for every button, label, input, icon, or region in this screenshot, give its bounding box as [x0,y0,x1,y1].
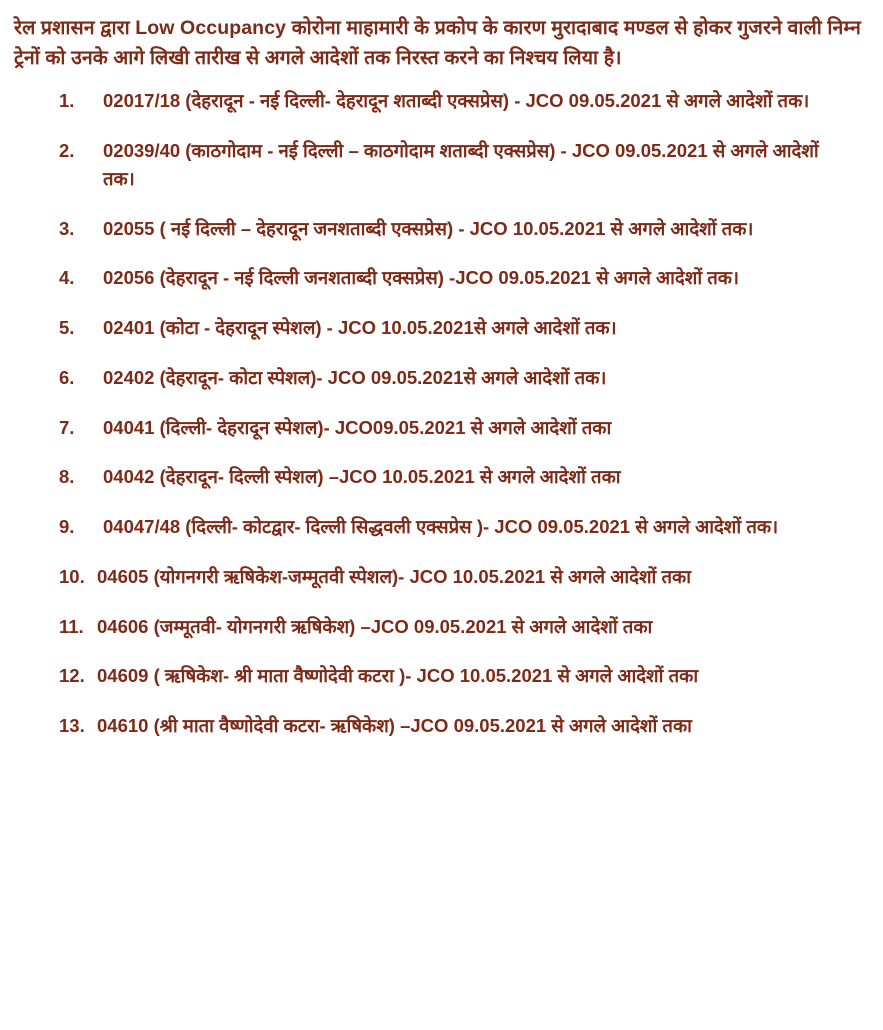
list-item [14,414,861,442]
list-item-text: 02056 (देहरादून - नई दिल्ली जनशताब्दी एक्सप्रेस) -JCO 09.05.2021 से अगले आदेशों तक। [103,267,740,289]
list-item-text: 02401 (कोटा - देहरादून स्पेशल) - JCO 10.05.2021से अगले आदेशों तक। [103,317,617,338]
list-item [14,563,861,591]
list-item-marker: 8. [59,466,75,488]
list-item-text: 02039/40 (काठगोदाम - नई दिल्ली – काठगोदाम शताब्दी एक्सप्रेस) - JCO 09.05.2021 से अगले आदेशों तक। [103,140,819,189]
list-item-marker: 6. [59,366,75,388]
list-item-text: 04609 ( ऋषिकेश- श्री माता वैष्णोदेवी कटरा )- JCO 10.05.2021 से अगले आदेशों तका [97,665,699,687]
list-item-marker: 5. [59,317,75,338]
list-item [14,137,861,193]
list-item [14,513,861,541]
list-item-marker: 12. [59,665,85,687]
list-item-text: 04042 (देहरादून- दिल्ली स्पेशल) –JCO 10.05.2021 से अगले आदेशों तका [103,466,621,488]
list-item [14,463,861,491]
list-item-marker: 11. [59,615,84,637]
list-item-marker: 2. [59,140,75,161]
list-item [14,662,861,690]
list-item [14,314,861,342]
list-item-text: 04610 (श्री माता वैष्णोदेवी कटरा- ऋषिकेश) –JCO 09.05.2021 से अगले आदेशों तका [97,715,692,736]
list-item-text: 02402 (देहरादून- कोटा स्पेशल)- JCO 09.05.2021से अगले आदेशों तक। [103,366,607,388]
list-item [14,364,861,392]
list-item-text: 04605 (योगनगरी ऋषिकेश-जम्मूतवी स्पेशल)- JCO 10.05.2021 से अगले आदेशों तका [97,565,692,587]
list-item-marker: 10. [59,565,85,587]
list-item [14,215,861,243]
list-item-marker: 9. [59,516,75,537]
list-item [14,87,861,115]
list-item-text: 04041 (दिल्ली- देहरादून स्पेशल)- JCO09.05.2021 से अगले आदेशों तका [103,416,612,438]
list-item-marker: 4. [59,267,75,289]
list-item-text: 02017/18 (देहरादून - नई दिल्ली- देहरादून शताब्दी एक्सप्रेस) - JCO 09.05.2021 से अगले आदेशों तक। [103,90,810,112]
list-item-text: 02055 ( नई दिल्ली – देहरादून जनशताब्दी एक्सप्रेस) - JCO 10.05.2021 से अगले आदेशों तक। [103,217,754,239]
list-item-marker: 3. [59,217,75,239]
list-item-marker: 13. [59,715,85,736]
list-item [14,264,861,292]
list-item [14,712,861,740]
list-item-marker: 1. [59,90,75,112]
intro-paragraph: रेल प्रशासन द्वारा Low Occupancy कोरोना माहामारी के प्रकोप के कारण मुरादाबाद मण्डल से होकर गुजरने वाली निम्न ट्रेनों को उनके आगे लिखी तारीख से अगले आदेशों तक निरस्त करने का निश्चय लिया है। [14,17,861,69]
list-item-text: 04047/48 (दिल्ली- कोटद्वार- दिल्ली सिद्धवली एक्सप्रेस )- JCO 09.05.2021 से अगले आदेशों तक। [103,516,779,537]
list-item-marker: 7. [59,416,75,438]
cancelled-train-list [14,87,861,740]
list-item [14,613,861,641]
list-item-text: 04606 (जम्मूतवी- योगनगरी ऋषिकेश) –JCO 09.05.2021 से अगले आदेशों तका [97,615,653,637]
